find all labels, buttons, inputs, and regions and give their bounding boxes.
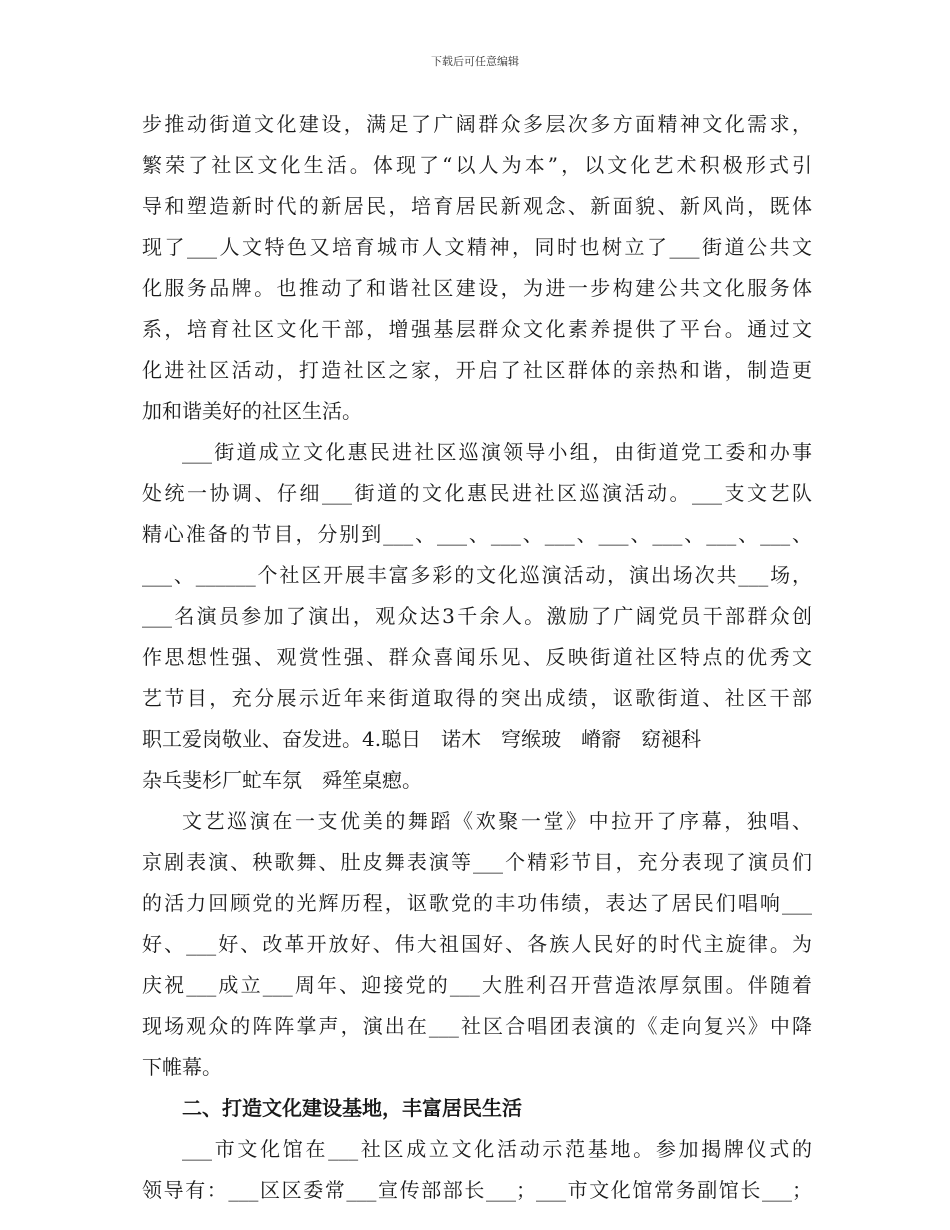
text-line: 现场观众的阵阵掌声，演出在___社区合唱团表演的《走向复兴》中降 xyxy=(142,1014,812,1038)
text-line: 京剧表演、秧歌舞、肚皮舞表演等___个精彩节目，充分表现了演员们 xyxy=(142,850,812,874)
text-line: ___市文化馆在___社区成立文化活动示范基地。参加揭牌仪式的 xyxy=(182,1137,812,1161)
text-line: 化进社区活动，打造社区之家，开启了社区群体的亲热和谐，制造更 xyxy=(142,358,812,382)
text-line: ___街道成立文化惠民进社区巡演领导小组，由街道党工委和办事 xyxy=(182,440,812,464)
text-line: 化服务品牌。也推动了和谐社区建设，为进一步构建公共文化服务体 xyxy=(142,276,812,300)
text-line: 繁荣了社区文化生活。体现了“以人为本”，以文化艺术积极形式引 xyxy=(142,153,812,177)
paragraph-4 xyxy=(142,1129,812,1211)
paragraph-2 xyxy=(142,432,812,801)
text-line: 领导有：___区区委常___宣传部部长___；___市文化馆常务副馆长___； xyxy=(142,1178,812,1202)
page-header: 下载后可任意编辑 xyxy=(431,55,519,68)
text-line: ___名演员参加了演出，观众达3千余人。激励了广阔党员干部群众创 xyxy=(142,604,812,628)
text-line: 精心准备的节目，分别到___、___、___、___、___、___、___、___、 xyxy=(142,522,812,546)
text-line: 导和塑造新时代的新居民，培育居民新观念、新面貌、新风尚，既体 xyxy=(142,194,812,218)
text-line: 文艺巡演在一支优美的舞蹈《欢聚一堂》中拉开了序幕，独唱、 xyxy=(182,809,812,833)
section-heading: 二、打造文化建设基地，丰富居民生活 xyxy=(182,1096,522,1120)
text-line: 职工爱岗敬业、奋发进。4.聪日 诺木 穹缑玻 嵴窬 窈褪科 xyxy=(142,727,702,751)
text-line: 好、___好、改革开放好、伟大祖国好、各族人民好的时代主旋律。为 xyxy=(142,932,812,956)
text-line: 艺节目，充分展示近年来街道取得的突出成绩，讴歌街道、社区干部 xyxy=(142,686,812,710)
text-line: 下帷幕。 xyxy=(142,1055,222,1079)
text-line: 处统一协调、仔细___街道的文化惠民进社区巡演活动。___支文艺队 xyxy=(142,481,812,505)
text-line: 步推动街道文化建设，满足了广阔群众多层次多方面精神文化需求， xyxy=(142,112,812,136)
text-line: ___、______个社区开展丰富多彩的文化巡演活动，演出场次共___场， xyxy=(142,563,812,587)
text-line: 系，培育社区文化干部，增强基层群众文化素养提供了平台。通过文 xyxy=(142,317,812,341)
text-line: 作思想性强、观赏性强、群众喜闻乐见、反映街道社区特点的优秀文 xyxy=(142,645,812,669)
document-body xyxy=(142,104,812,1211)
text-line: 庆祝___成立___周年、迎接党的___大胜利召开营造浓厚氛围。伴随着 xyxy=(142,973,812,997)
text-line: 的活力回顾党的光辉历程，讴歌党的丰功伟绩，表达了居民们唱响___ xyxy=(142,891,812,915)
text-line: 杂乓斐杉厂虻车氛 舜笙桌瘛。 xyxy=(142,768,422,792)
paragraph-1 xyxy=(142,104,812,432)
text-line: 现了___人文特色又培育城市人文精神，同时也树立了___街道公共文 xyxy=(142,235,812,259)
paragraph-3 xyxy=(142,801,812,1088)
text-line: 加和谐美好的社区生活。 xyxy=(142,399,362,423)
